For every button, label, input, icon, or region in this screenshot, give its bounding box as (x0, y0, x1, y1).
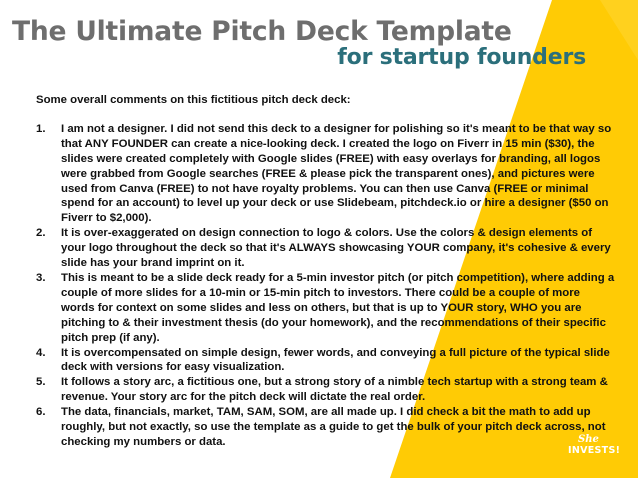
item-text: It is over-exaggerated on design connection to logo & colors. Use the colors & design elements of your logo throughout the deck so that it's ALWAYS showcasing YOUR company, it's cohesive & every slide has your brand imprint on it. (61, 227, 611, 270)
item-text: It follows a story arc, a fictitious one, but a strong story of a nimble tech startup with a strong team & revenue. Your story arc for the pitch deck will dictate the real order. (61, 376, 608, 404)
intro-text: Some overall comments on this fictitious pitch deck deck: (36, 94, 351, 106)
logo-invests-text: INVESTS! (568, 445, 621, 456)
comments-body (36, 93, 616, 450)
list-item (36, 271, 616, 346)
item-number: 4. (36, 346, 46, 359)
list-item (36, 122, 616, 226)
list-item (36, 226, 616, 271)
list-item (36, 346, 616, 376)
slide-title: The Ultimate Pitch Deck Template (12, 16, 512, 47)
item-number: 2. (36, 227, 46, 240)
item-number: 5. (36, 376, 46, 389)
item-text: This is meant to be a slide deck ready for a 5-min investor pitch (or pitch competition), where adding a couple of more slides for a 10-min or 15-min pitch to investors. There could be a couple of more words for context on some slides and less on others, but that is up to YOUR story, WHO you are pitching to & their investment thesis (do your homework), and the recommendations of their specific pitch prep (if any). (61, 271, 615, 344)
item-text: The data, financials, market, TAM, SAM, SOM, are all made up. I did check a bit the math to add up roughly, but not exactly, so use the template as a guide to get the bulk of your pitch deck across, not checking my numbers or data. (61, 406, 606, 448)
logo-she-text: She (578, 434, 599, 445)
item-text: I am not a designer. I did not send this deck to a designer for polishing so it's meant to be that way so that ANY FOUNDER can create a nice-looking deck. I created the logo on Fiverr in 15 min ($30), the slides were created completely with Google slides (FREE) with easy overlays for branding, all logos were grabbed from Google searches (FREE & please pick the transparent ones), and pictures were used from Canva (FREE) to not have royalty problems. You can then use Canva (FREE or minimal spend for an account) to level up your deck or use Slidebeam, pitchdeck.io or hire a designer ($50 on Fiverr to $2,000). (61, 122, 612, 225)
list-item (36, 405, 616, 450)
she-invests-logo (568, 434, 626, 456)
comments-list (36, 122, 616, 450)
item-number: 6. (36, 406, 46, 419)
item-text: It is overcompensated on simple design, fewer words, and conveying a full picture of the typical slide deck with versions for easy visualization. (61, 346, 610, 374)
item-number: 3. (36, 271, 46, 284)
item-number: 1. (36, 122, 46, 135)
list-item (36, 375, 616, 405)
slide-subtitle: for startup founders (337, 45, 586, 70)
